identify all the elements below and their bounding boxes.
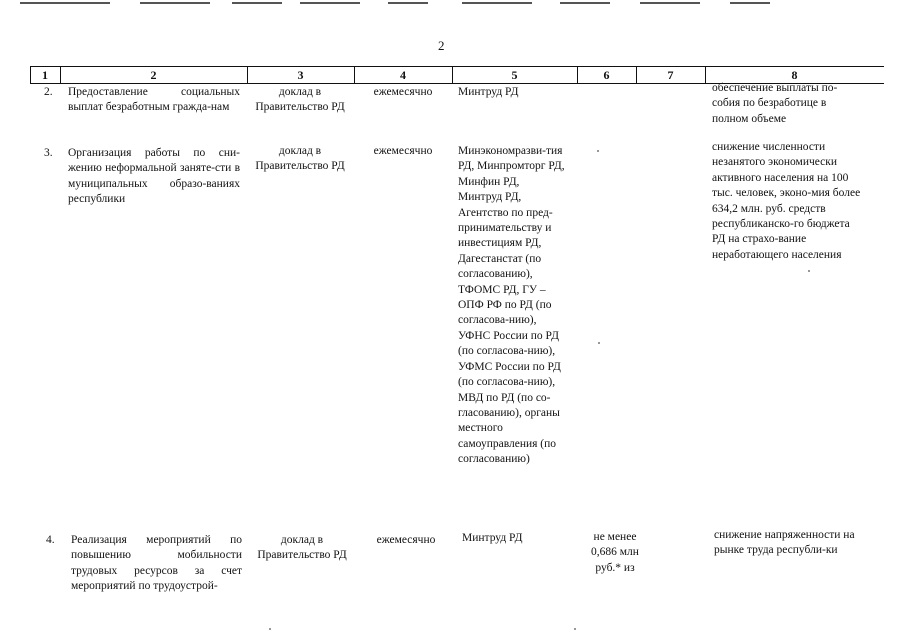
report-form: доклад в Правительство РД [257, 534, 347, 562]
scan-speck [269, 628, 271, 630]
column-header: 3 [297, 68, 304, 82]
report-form: доклад в Правительство РД [255, 145, 345, 173]
expected-result: обеспечение выплаты по-собия по безработице в полном объеме [712, 82, 838, 125]
report-form: доклад в Правительство РД [255, 86, 345, 114]
column-header: 4 [400, 68, 406, 82]
row-number: 2. [44, 86, 53, 98]
executors: Минтруд РД [458, 86, 519, 98]
row-number: 3. [44, 147, 53, 159]
expected-result: снижение напряженности на рынке труда республи-ки [714, 529, 855, 557]
scan-speck [808, 270, 810, 272]
column-header: 2 [150, 68, 157, 82]
column-header: 7 [667, 68, 674, 82]
measure-text: Организация работы по сни-жению неформальной заняте-сти в муниципальных образо-ваниях республики [68, 147, 240, 206]
column-header: 1 [42, 68, 48, 82]
page-number: 2 [438, 38, 445, 53]
scan-speck [597, 150, 599, 152]
scan-speck [598, 342, 600, 344]
row-number: 4. [46, 534, 55, 546]
expected-result: снижение численности незанятого экономически активного населения на 100 тыс. человек, эконо-мия более 634,2 млн. руб. средств республиканско-го бюджета РД на страхо-вание неработающего населения [712, 141, 861, 261]
period: ежемесячно [373, 145, 433, 157]
funding-amount: не менее 0,686 млн руб.* из [591, 531, 639, 574]
top-scan-marks [0, 0, 905, 8]
column-header: 5 [511, 68, 518, 82]
executors: Минтруд РД [462, 532, 523, 544]
period: ежемесячно [373, 86, 433, 98]
period: ежемесячно [376, 534, 436, 546]
column-header: 8 [791, 68, 798, 82]
table-top-border [30, 66, 884, 67]
column-header: 6 [603, 68, 610, 82]
measure-text: Реализация мероприятий по повышению мобильности трудовых ресурсов за счет мероприятий по трудоустрой- [71, 534, 242, 593]
scan-speck [574, 628, 576, 630]
measure-text: Предоставление социальных выплат безработным граждa-нам [68, 86, 240, 114]
executors: Минэкономразви-тия РД, Минпромторг РД, Минфин РД, Минтруд РД, Агентство по пред-принимательству и инвестициям РД, Дагестанстат (по согласованию), ТФОМС РД, ГУ – ОПФ РФ по РД (по согласова-нию), УФНС России по РД (по согласова-нию), УФМС России по РД (по согласова-нию), МВД по РД (по со-гласованию), органы местного самоуправления (по согласованию) [458, 145, 565, 466]
